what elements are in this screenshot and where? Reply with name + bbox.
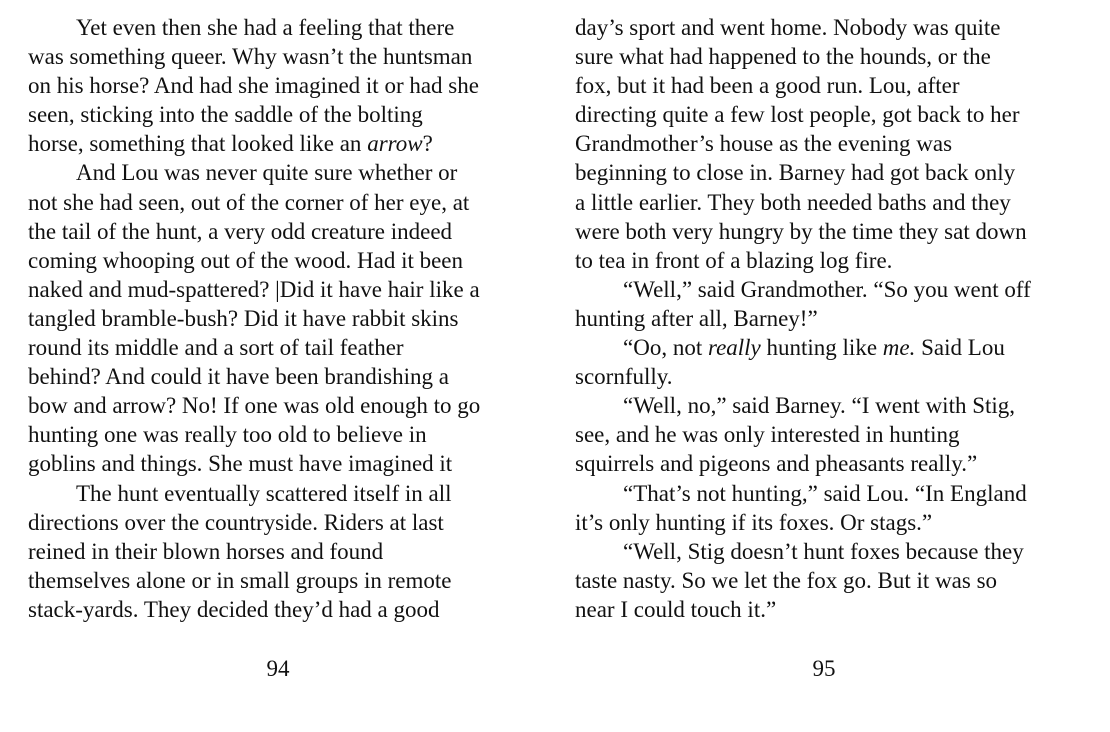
italic-text: really [707, 335, 761, 361]
text-line: “Well, no,” said Barney. “I went with Stig, [623, 393, 1016, 419]
text-segment: ? [422, 131, 433, 157]
text-line: “Well, Stig doesn’t hunt foxes because they [623, 538, 1024, 564]
text-line: behind? And could it have been brandishing a [28, 364, 449, 390]
text-line: naked and mud-spattered? |Did it have hair like a [28, 276, 480, 302]
left-page [28, 13, 533, 624]
text-line: squirrels and pigeons and pheasants really.” [575, 451, 978, 477]
text-line: reined in their blown horses and found [28, 538, 384, 564]
text-line: round its middle and a sort of tail feather [28, 335, 404, 361]
text-line: was something queer. Why wasn’t the huntsman [28, 44, 473, 70]
text-line: “Well,” said Grandmother. “So you went off [623, 276, 1031, 302]
text-line [575, 333, 1085, 362]
text-line: were both very hungry by the time they sat down [575, 218, 1027, 244]
text-line: on his horse? And had she imagined it or had she [28, 73, 479, 99]
text-line: stack-yards. They decided they’d had a good [28, 596, 440, 622]
text-line: hunting after all, Barney!” [575, 305, 818, 331]
text-line: to tea in front of a blazing log fire. [575, 247, 893, 273]
text-line: bow and arrow? No! If one was old enough to go [28, 393, 481, 419]
text-segment: Said Lou [915, 335, 1005, 361]
text-line: see, and he was only interested in hunting [575, 422, 960, 448]
text-line [28, 129, 533, 158]
text-line: tangled bramble-bush? Did it have rabbit skins [28, 305, 459, 331]
text-line: Yet even then she had a feeling that there [76, 15, 455, 40]
text-line: a little earlier. They both needed baths and they [575, 189, 1011, 215]
text-line: fox, but it had been a good run. Lou, after [575, 73, 960, 99]
text-line: not she had seen, out of the corner of her eye, at [28, 189, 470, 215]
text-line: beginning to close in. Barney had got back only [575, 160, 1016, 186]
text-line: The hunt eventually scattered itself in all [76, 480, 452, 506]
text-line: sure what had happened to the hounds, or the [575, 44, 991, 70]
text-segment: hunting like [760, 335, 883, 361]
text-segment: horse, something that looked like an [28, 131, 368, 157]
text-line: the tail of the hunt, a very odd creature indeed [28, 218, 453, 244]
text-line: near I could touch it.” [575, 596, 777, 622]
text-line: taste nasty. So we let the fox go. But it was so [575, 567, 998, 593]
text-line: day’s sport and went home. Nobody was quite [575, 15, 1001, 40]
text-line: coming whooping out of the wood. Had it been [28, 247, 464, 273]
right-page [575, 13, 1085, 624]
page-number-left: 94 [266, 656, 290, 681]
text-line: hunting one was really too old to believe in [28, 422, 427, 448]
text-line: directing quite a few lost people, got back to her [575, 102, 1020, 128]
text-line: it’s only hunting if its foxes. Or stags.” [575, 509, 933, 535]
text-line: directions over the countryside. Riders at last [28, 509, 444, 535]
page-number-right: 95 [812, 656, 836, 681]
italic-text: arrow [367, 131, 423, 157]
text-segment: “Oo, not [623, 335, 708, 361]
text-line: scornfully. [575, 364, 673, 390]
text-line: “That’s not hunting,” said Lou. “In England [623, 480, 1027, 506]
text-line: And Lou was never quite sure whether or [76, 160, 458, 186]
text-line: goblins and things. She must have imagined it [28, 451, 453, 477]
text-line: seen, sticking into the saddle of the bolting [28, 102, 423, 128]
text-line: themselves alone or in small groups in remote [28, 567, 452, 593]
text-line: Grandmother’s house as the evening was [575, 131, 953, 157]
italic-text: me. [882, 335, 916, 361]
